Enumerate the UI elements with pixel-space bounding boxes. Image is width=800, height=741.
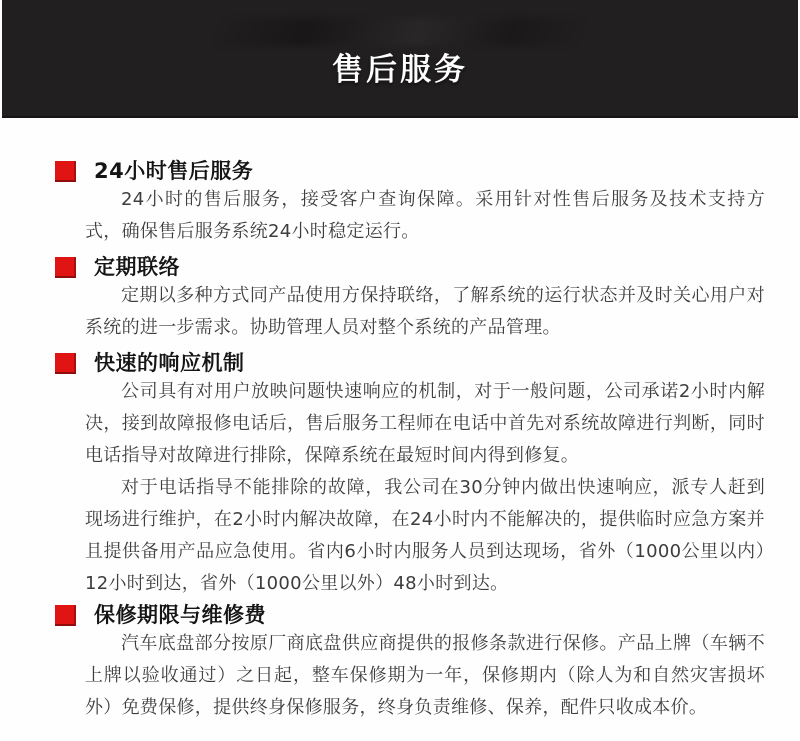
red-square-bullet-icon <box>55 605 76 626</box>
watermark <box>214 18 586 46</box>
section-paragraph: 定期以多种方式同产品使用方保持联络，了解系统的运行状态并及时关心用户对系统的进一步需求。协助管理人员对整个系统的产品管理。 <box>85 285 765 338</box>
section-paragraph: 汽车底盘部分按原厂商底盘供应商提供的报修条款进行保修。产品上牌（车辆不上牌以验收通过）之日起，整车保修期为一年，保修期内（除人为和自然灾害损坏外）免费保修，提供终身保修服务，终身负责维修、保养，配件只收成本价。 <box>85 633 765 718</box>
section-heading-row <box>55 254 765 280</box>
section-heading: 定期联络 <box>94 255 180 279</box>
section-heading: 保修期限与维修费 <box>94 603 266 627</box>
section-heading-row <box>55 350 765 376</box>
section-heading: 24小时售后服务 <box>94 159 254 183</box>
page-header <box>2 0 798 118</box>
red-square-bullet-icon <box>55 257 76 278</box>
section-heading: 快速的响应机制 <box>94 351 245 375</box>
section-rapid-response <box>55 350 765 600</box>
red-square-bullet-icon <box>55 353 76 374</box>
red-square-bullet-icon <box>55 161 76 182</box>
section-regular-contact <box>55 254 765 344</box>
service-content <box>0 158 800 724</box>
section-warranty <box>55 602 765 724</box>
section-paragraph: 公司具有对用户放映问题快速响应的机制，对于一般问题，公司承诺2小时内解决，接到故障报修电话后，售后服务工程师在电话中首先对系统故障进行判断，同时电话指导对故障进行排除，保障系统在最短时间内得到修复。 <box>85 381 765 466</box>
section-paragraph: 对于电话指导不能排除的故障，我公司在30分钟内做出快速响应，派专人赶到现场进行维护，在2小时内解决故障，在24小时内不能解决的，提供临时应急方案并且提供备用产品应急使用。省内6小时内服务人员到达现场，省外（1000公里以内）12小时到达，省外（1000公里以外）48小时到达。 <box>85 477 765 594</box>
section-heading-row <box>55 158 765 184</box>
section-heading-row <box>55 602 765 628</box>
page-title: 售后服务 <box>332 52 468 88</box>
section-paragraph: 24小时的售后服务，接受客户查询保障。采用针对性售后服务及技术支持方式，确保售后服务系统24小时稳定运行。 <box>85 189 765 242</box>
section-24h-service <box>55 158 765 248</box>
